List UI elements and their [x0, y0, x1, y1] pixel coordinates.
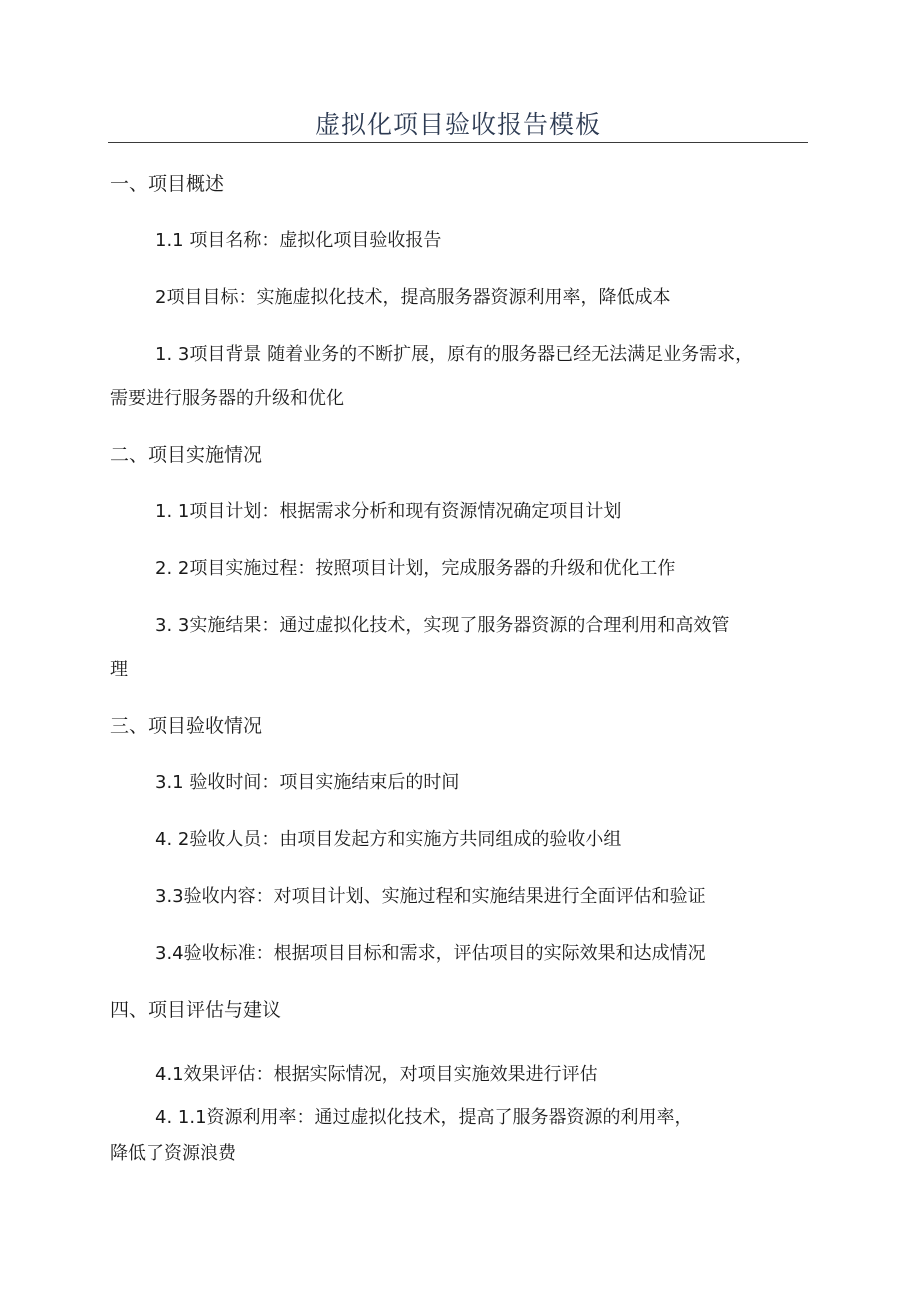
paragraph-implementation-process: 2. 2项目实施过程：按照项目计划，完成服务器的升级和优化工作 [155, 558, 676, 579]
section-heading-evaluation: 四、项目评估与建议 [110, 999, 282, 1021]
paragraph-project-plan: 1. 1项目计划：根据需求分析和现有资源情况确定项目计划 [155, 501, 622, 522]
title-underline [108, 142, 808, 143]
paragraph-implementation-result: 3. 3实施结果：通过虚拟化技术，实现了服务器资源的合理利用和高效管 [155, 615, 730, 636]
paragraph-project-goal: 2项目目标：实施虚拟化技术，提高服务器资源利用率，降低成本 [155, 287, 671, 308]
paragraph-resource-utilization: 4. 1.1资源利用率：通过虚拟化技术，提高了服务器资源的利用率， [155, 1107, 693, 1128]
paragraph-acceptance-time: 3.1 验收时间：项目实施结束后的时间 [155, 772, 460, 793]
paragraph-acceptance-content: 3.3验收内容：对项目计划、实施过程和实施结果进行全面评估和验证 [155, 886, 706, 907]
paragraph-implementation-result-continued: 理 [110, 659, 128, 680]
paragraph-resource-utilization-continued: 降低了资源浪费 [110, 1143, 236, 1164]
section-heading-implementation: 二、项目实施情况 [110, 444, 263, 466]
paragraph-project-background: 1. 3项目背景 随着业务的不断扩展，原有的服务器已经无法满足业务需求， [155, 344, 754, 365]
page-title: 虚拟化项目验收报告模板 [314, 110, 601, 139]
paragraph-project-background-continued: 需要进行服务器的升级和优化 [110, 388, 344, 409]
section-heading-acceptance: 三、项目验收情况 [110, 715, 263, 737]
paragraph-effect-evaluation: 4.1效果评估：根据实际情况，对项目实施效果进行评估 [155, 1064, 598, 1085]
section-heading-overview: 一、项目概述 [110, 173, 225, 195]
paragraph-acceptance-standard: 3.4验收标准：根据项目目标和需求，评估项目的实际效果和达成情况 [155, 943, 706, 964]
paragraph-acceptance-staff: 4. 2验收人员：由项目发起方和实施方共同组成的验收小组 [155, 829, 622, 850]
paragraph-project-name: 1.1 项目名称：虚拟化项目验收报告 [155, 230, 442, 251]
